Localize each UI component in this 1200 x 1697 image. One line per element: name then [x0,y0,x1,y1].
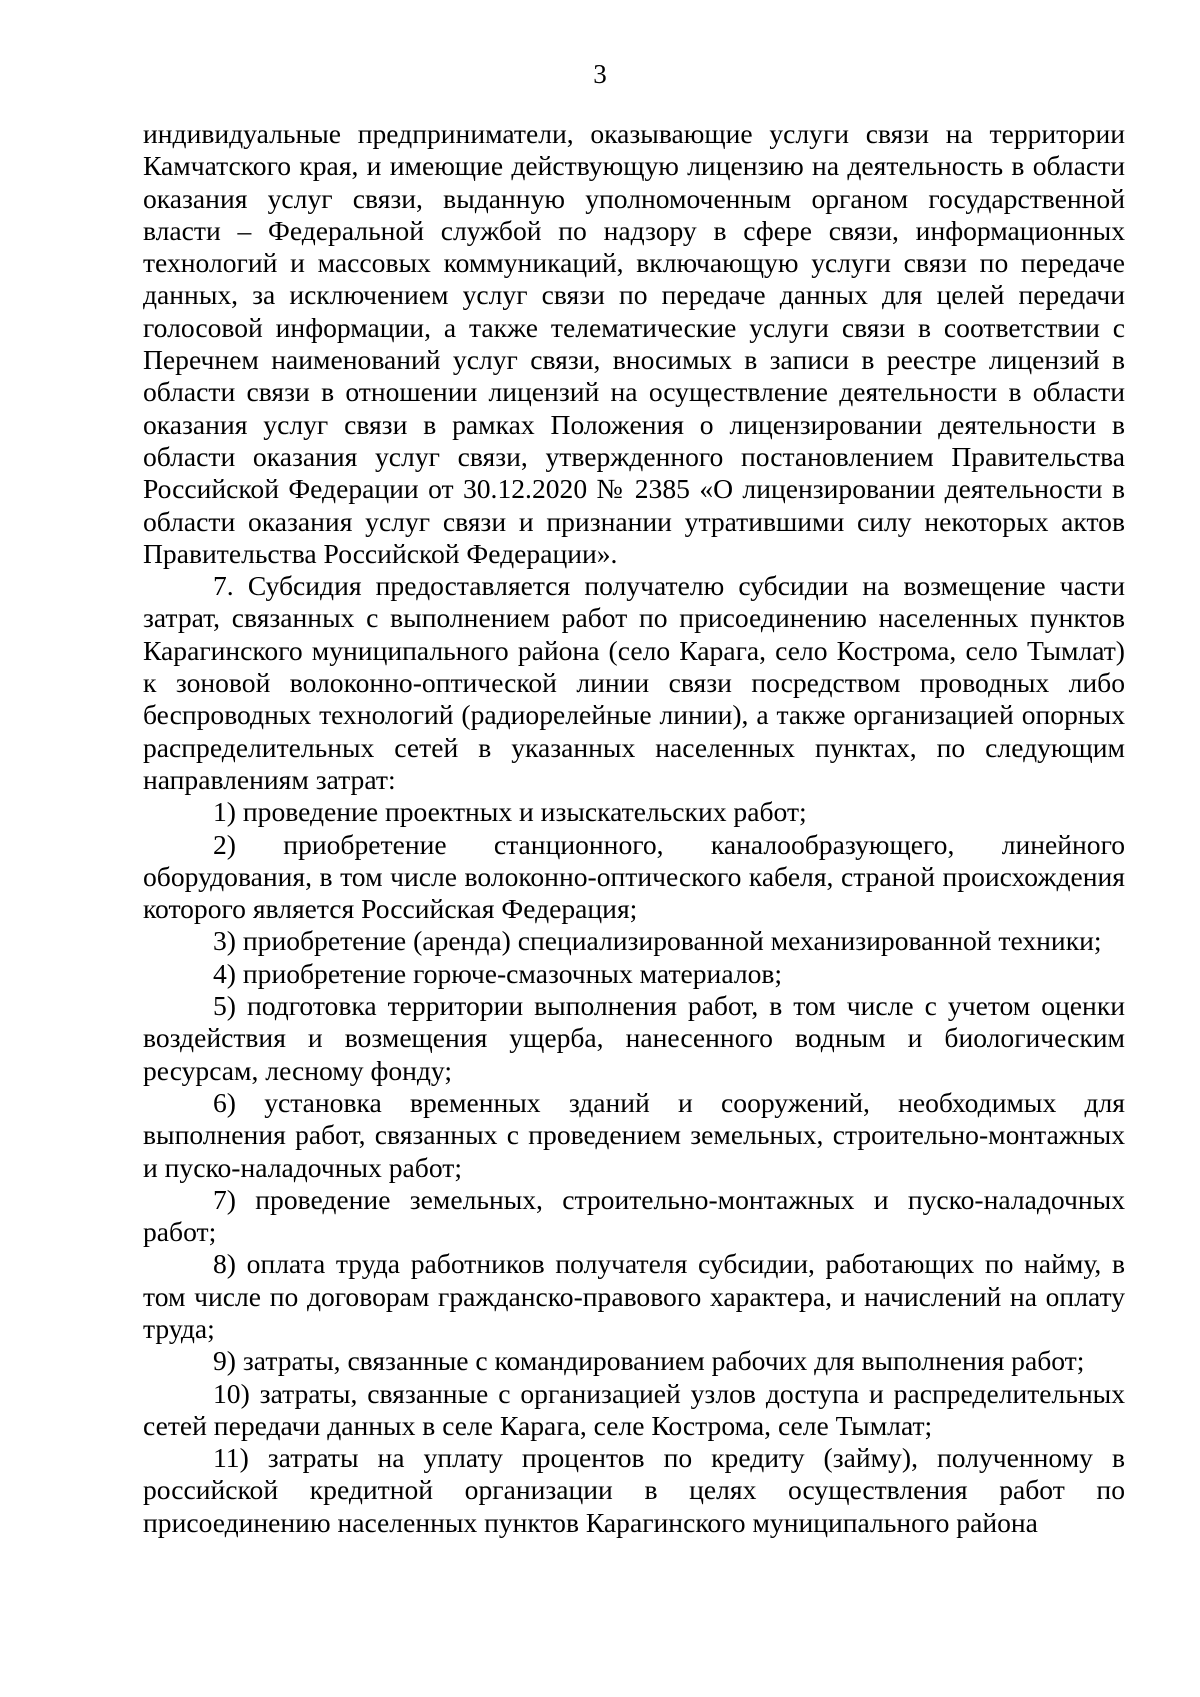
list-item-5: 5) подготовка территории выполнения работ, в том числе с учетом оценки воздействия и возмещения ущерба, нанесенного водным и биологическим ресурсам, лесному фонду; [143,990,1125,1086]
list-item-4: 4) приобретение горюче-смазочных материалов; [213,957,783,989]
list-item-10: 10) затраты, связанные с организацией узлов доступа и распределительных сетей передачи данных в селе Карага, селе Кострома, селе Тымлат; [143,1377,1125,1441]
list-item-1: 1) проведение проектных и изыскательских работ; [213,796,807,828]
document-body [143,118,1125,1539]
list-item-11: 11) затраты на уплату процентов по кредиту (займу), полученному в российской кредитной организации в целях осуществления работ по присоединению населенных пунктов Карагинского муниципального района [143,1442,1125,1538]
list-item-6: 6) установка временных зданий и сооружений, необходимых для выполнения работ, связанных с проведением земельных, строительно-монтажных и пуско-наладочных работ; [143,1086,1125,1183]
paragraph-licensing-continuation: индивидуальные предприниматели, оказывающие услуги связи на территории Камчатского края, и имеющие действующую лицензию на деятельность в области оказания услуг связи, выданную уполномоченным органом государственной власти – Федеральной службой по надзору в сфере связи, информационных технологий и массовых коммуникаций, включающую услуги связи по передаче данных, за исключением услуг связи по передаче данных для целей передачи голосовой информации, а также телематические услуги связи в соответствии с Перечнем наименований услуг связи, вносимых в записи в реестре лицензий в области связи в отношении лицензий на осуществление деятельности в области оказания услуг связи в рамках Положения о лицензировании деятельности в области оказания услуг связи, утвержденного постановлением Правительства Российской Федерации от 30.12.2020 № 2385 «О лицензировании деятельности в области оказания услуг связи и признании утратившими силу некоторых актов Правительства Российской Федерации». [143,118,1125,569]
list-item-7: 7) проведение земельных, строительно-монтажных и пуско-наладочных работ; [143,1183,1125,1248]
list-item-8: 8) оплата труда работников получателя субсидии, работающих по найму, в том числе по договорам гражданско-правового характера, и начислений на оплату труда; [143,1248,1125,1344]
list-item-3: 3) приобретение (аренда) специализированной механизированной техники; [213,925,1102,957]
page-number: 3 [593,59,607,89]
list-item-2: 2) приобретение станционного, каналообразующего, линейного оборудования, в том числе волоконно-оптического кабеля, страной происхождения которого является Российская Федерация; [143,828,1125,925]
list-item-9: 9) затраты, связанные с командированием рабочих для выполнения работ; [213,1345,1085,1377]
paragraph-item-7: 7. Субсидия предоставляется получателю субсидии на возмещение части затрат, связанных с выполнением работ по присоединению населенных пунктов Карагинского муниципального района (село Карага, село Кострома, село Тымлат) к зоновой волоконно-оптической линии связи посредством проводных либо беспроводных технологий (радиорелейные линии), а также организацией опорных распределительных сетей в указанных населенных пунктах, по следующим направлениям затрат: [143,570,1125,795]
